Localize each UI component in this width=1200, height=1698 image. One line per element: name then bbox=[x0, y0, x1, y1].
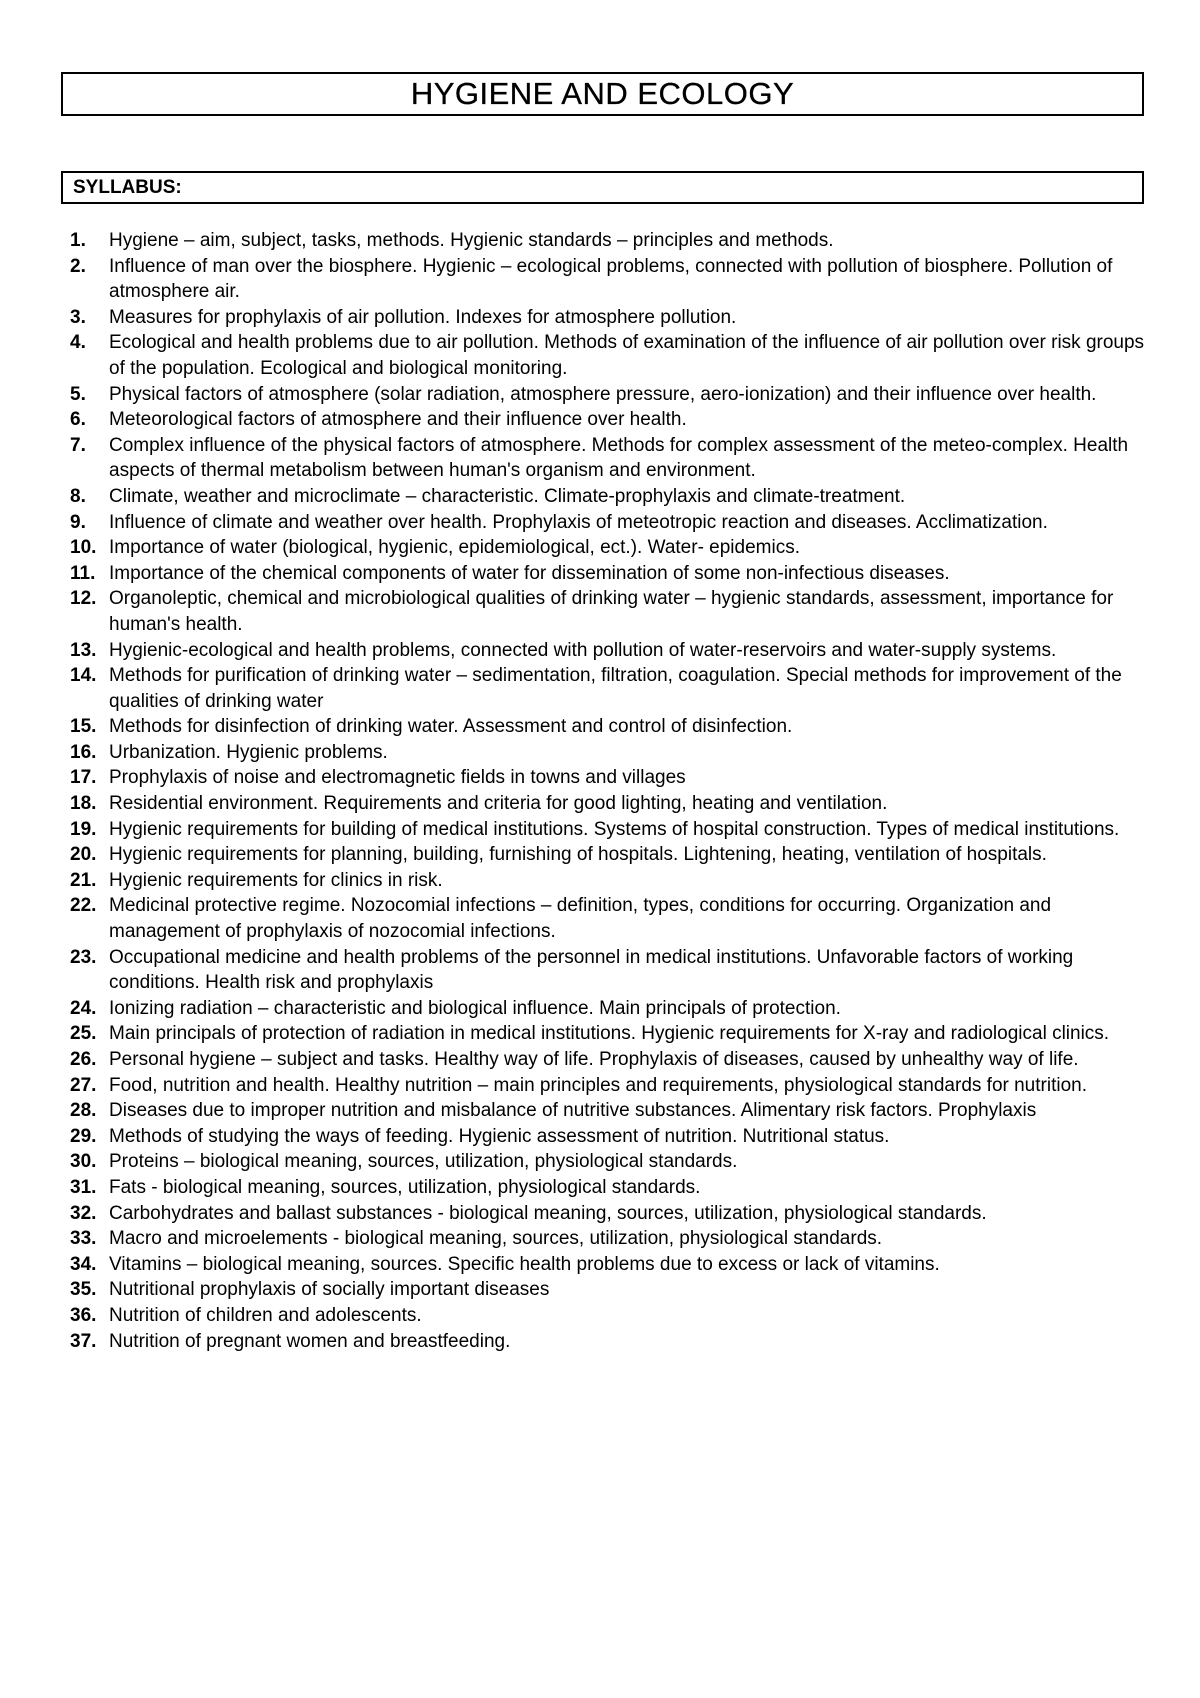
item-number: 19. bbox=[70, 818, 97, 840]
item-number: 7. bbox=[70, 434, 86, 456]
item-number: 17. bbox=[70, 767, 97, 789]
syllabus-item bbox=[70, 1149, 1145, 1175]
item-number: 31. bbox=[70, 1176, 97, 1198]
syllabus-item bbox=[70, 561, 1145, 587]
syllabus-label: SYLLABUS: bbox=[73, 176, 182, 198]
syllabus-item bbox=[70, 1329, 1145, 1355]
item-text: Proteins – biological meaning, sources, utilization, physiological standards. bbox=[109, 1151, 738, 1173]
item-text: Occupational medicine and health problems of the personnel in medical institutions. Unfavorable factors of working conditions. Health risk and prophylaxis bbox=[109, 946, 1074, 994]
item-text: Physical factors of atmosphere (solar radiation, atmosphere pressure, aero-ionization) and their influence over health. bbox=[109, 383, 1097, 405]
syllabus-item bbox=[70, 1277, 1145, 1303]
item-number: 15. bbox=[70, 716, 97, 738]
item-number: 33. bbox=[70, 1228, 97, 1250]
item-number: 35. bbox=[70, 1279, 97, 1301]
item-text: Residential environment. Requirements and criteria for good lighting, heating and ventilation. bbox=[109, 793, 888, 815]
item-text: Methods for disinfection of drinking water. Assessment and control of disinfection. bbox=[109, 716, 793, 738]
item-text: Hygiene – aim, subject, tasks, methods. Hygienic standards – principles and methods. bbox=[109, 230, 834, 251]
item-text: Macro and microelements - biological meaning, sources, utilization, physiological standards. bbox=[109, 1228, 883, 1250]
item-number: 10. bbox=[70, 537, 97, 559]
syllabus-item bbox=[70, 842, 1145, 868]
item-number: 4. bbox=[70, 332, 86, 354]
syllabus-item bbox=[70, 382, 1145, 408]
item-number: 2. bbox=[70, 255, 86, 277]
item-number: 34. bbox=[70, 1253, 97, 1275]
syllabus-item bbox=[70, 1124, 1145, 1150]
syllabus-item bbox=[70, 817, 1145, 843]
item-text: Hygienic requirements for planning, building, furnishing of hospitals. Lightening, heating, ventilation of hospitals. bbox=[109, 844, 1047, 866]
syllabus-item bbox=[70, 330, 1145, 381]
item-number: 16. bbox=[70, 741, 97, 763]
item-text: Meteorological factors of atmosphere and their influence over health. bbox=[109, 409, 687, 431]
item-text: Medicinal protective regime. Nozocomial infections – definition, types, conditions for occurring. Organization and management of prophylaxis of nozocomial infections. bbox=[109, 895, 1052, 943]
syllabus-item bbox=[70, 893, 1145, 944]
item-text: Complex influence of the physical factors of atmosphere. Methods for complex assessment of the meteo-complex. Health aspects of thermal metabolism between human's organism and environment. bbox=[109, 434, 1129, 482]
syllabus-item bbox=[70, 1073, 1145, 1099]
item-number: 27. bbox=[70, 1074, 97, 1096]
item-text: Importance of the chemical components of water for dissemination of some non-infectious diseases. bbox=[109, 562, 950, 584]
syllabus-item bbox=[70, 305, 1145, 331]
syllabus-item bbox=[70, 407, 1145, 433]
syllabus-item bbox=[70, 1098, 1145, 1124]
item-number: 37. bbox=[70, 1330, 97, 1352]
item-text: Methods for purification of drinking water – sedimentation, filtration, coagulation. Special methods for improvement of the qualities of drinking water bbox=[109, 665, 1122, 712]
syllabus-item bbox=[70, 228, 1145, 254]
item-number: 13. bbox=[70, 639, 97, 661]
syllabus-item bbox=[70, 1252, 1145, 1278]
item-text: Nutrition of pregnant women and breastfeeding. bbox=[109, 1330, 511, 1352]
item-number: 23. bbox=[70, 946, 97, 968]
item-number: 30. bbox=[70, 1151, 97, 1173]
item-number: 26. bbox=[70, 1049, 97, 1070]
syllabus-item bbox=[70, 791, 1145, 817]
item-number: 12. bbox=[70, 588, 97, 610]
syllabus-header-box bbox=[61, 171, 1144, 204]
syllabus-item bbox=[70, 254, 1145, 305]
item-number: 5. bbox=[70, 383, 86, 405]
syllabus-item bbox=[70, 1201, 1145, 1227]
item-number: 29. bbox=[70, 1125, 97, 1147]
syllabus-item bbox=[70, 586, 1145, 637]
document-title: HYGIENE AND ECOLOGY bbox=[410, 76, 795, 111]
item-text: Main principals of protection of radiation in medical institutions. Hygienic requirements for X-ray and radiological clinics. bbox=[109, 1023, 1110, 1045]
item-text: Fats - biological meaning, sources, utilization, physiological standards. bbox=[109, 1176, 701, 1198]
item-text: Nutrition of children and adolescents. bbox=[109, 1304, 422, 1326]
syllabus-item bbox=[70, 714, 1145, 740]
item-text: Influence of climate and weather over health. Prophylaxis of meteotropic reaction and diseases. Acclimatization. bbox=[109, 511, 1048, 533]
syllabus-item bbox=[70, 765, 1145, 791]
item-text: Climate, weather and microclimate – characteristic. Climate-prophylaxis and climate-treatment. bbox=[109, 485, 906, 507]
item-text: Measures for prophylaxis of air pollution. Indexes for atmosphere pollution. bbox=[109, 306, 737, 328]
syllabus-item bbox=[70, 1303, 1145, 1329]
syllabus-item bbox=[70, 868, 1145, 894]
syllabus-item bbox=[70, 1175, 1145, 1201]
syllabus-item bbox=[70, 740, 1145, 766]
syllabus-item bbox=[70, 1226, 1145, 1252]
item-text: Influence of man over the biosphere. Hygienic – ecological problems, connected with pollution of biosphere. Pollution of atmosphere air. bbox=[109, 255, 1113, 303]
item-text: Importance of water (biological, hygienic, epidemiological, ect.). Water- epidemics. bbox=[109, 537, 800, 559]
item-number: 18. bbox=[70, 793, 97, 815]
item-text: Vitamins – biological meaning, sources. Specific health problems due to excess or lack of vitamins. bbox=[109, 1253, 940, 1275]
syllabus-item bbox=[70, 638, 1145, 664]
item-number: 20. bbox=[70, 844, 97, 866]
item-text: Organoleptic, chemical and microbiological qualities of drinking water – hygienic standards, assessment, importance for human's health. bbox=[109, 588, 1114, 635]
item-number: 6. bbox=[70, 409, 86, 431]
syllabus-item bbox=[70, 433, 1145, 484]
title-box bbox=[61, 72, 1144, 116]
syllabus-item bbox=[70, 510, 1145, 536]
item-number: 25. bbox=[70, 1023, 97, 1045]
item-text: Food, nutrition and health. Healthy nutrition – main principles and requirements, physiological standards for nutrition. bbox=[109, 1074, 1087, 1096]
item-number: 11. bbox=[70, 562, 96, 584]
syllabus-item bbox=[70, 945, 1145, 996]
item-number: 14. bbox=[70, 665, 97, 687]
item-text: Hygienic requirements for building of medical institutions. Systems of hospital construction. Types of medical institutions. bbox=[109, 818, 1120, 840]
item-number: 24. bbox=[70, 997, 97, 1019]
item-number: 8. bbox=[70, 485, 86, 507]
item-number: 32. bbox=[70, 1202, 97, 1224]
item-text: Prophylaxis of noise and electromagnetic fields in towns and villages bbox=[109, 767, 686, 789]
item-number: 9. bbox=[70, 511, 86, 533]
syllabus-item bbox=[70, 535, 1145, 561]
item-number: 3. bbox=[70, 306, 86, 328]
item-text: Ionizing radiation – characteristic and biological influence. Main principals of protection. bbox=[109, 997, 841, 1019]
item-number: 28. bbox=[70, 1100, 97, 1122]
item-text: Diseases due to improper nutrition and misbalance of nutritive substances. Alimentary risk factors. Prophylaxis bbox=[109, 1100, 1037, 1122]
item-text: Urbanization. Hygienic problems. bbox=[109, 741, 388, 763]
item-number: 36. bbox=[70, 1304, 97, 1326]
item-text: Carbohydrates and ballast substances - biological meaning, sources, utilization, physiological standards. bbox=[109, 1202, 987, 1224]
syllabus-item bbox=[70, 996, 1145, 1022]
item-number: 1. bbox=[70, 230, 86, 251]
item-text: Methods of studying the ways of feeding. Hygienic assessment of nutrition. Nutritional status. bbox=[109, 1125, 890, 1147]
item-text: Hygienic requirements for clinics in risk. bbox=[109, 869, 443, 891]
item-text: Ecological and health problems due to air pollution. Methods of examination of the influence of air pollution over risk groups of the population. Ecological and biological monitoring. bbox=[109, 332, 1145, 379]
syllabus-list bbox=[70, 228, 1145, 1354]
item-text: Personal hygiene – subject and tasks. Healthy way of life. Prophylaxis of diseases, caused by unhealthy way of life. bbox=[109, 1049, 1079, 1070]
item-number: 21. bbox=[70, 869, 97, 891]
item-text: Hygienic-ecological and health problems, connected with pollution of water-reservoirs and water-supply systems. bbox=[109, 639, 1057, 661]
item-text: Nutritional prophylaxis of socially important diseases bbox=[109, 1279, 550, 1301]
syllabus-item bbox=[70, 663, 1145, 714]
syllabus-item bbox=[70, 484, 1145, 510]
item-number: 22. bbox=[70, 895, 97, 917]
syllabus-item bbox=[70, 1047, 1145, 1073]
syllabus-item bbox=[70, 1021, 1145, 1047]
